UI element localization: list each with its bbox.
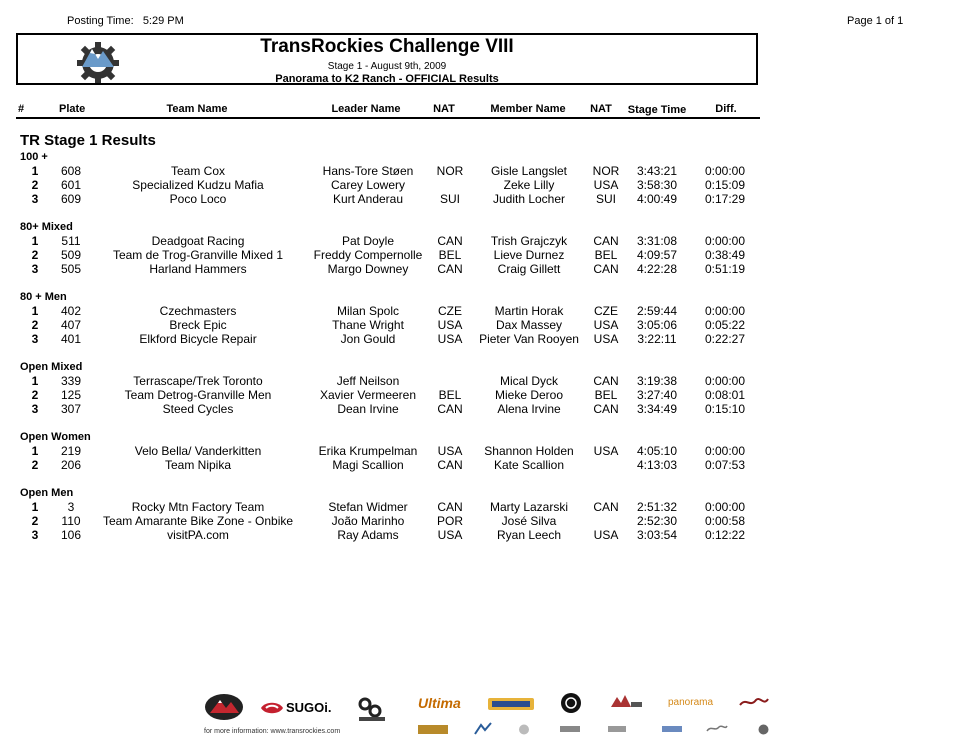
result-team-cell: Velo Bella/ Vanderkitten: [134, 444, 262, 458]
result-plate-cell: 402: [60, 304, 82, 318]
result-team-cell: Poco Loco: [169, 192, 227, 206]
result-nat1-cell: NOR: [436, 164, 464, 178]
small-logo-8: [758, 724, 769, 735]
small-logo-5: [608, 726, 626, 732]
result-team-cell: Specialized Kudzu Mafia: [132, 178, 264, 192]
result-member-cell: Dax Massey: [495, 318, 563, 332]
result-nat2-cell: NOR: [592, 164, 620, 178]
result-team-cell: Team Amarante Bike Zone - Onbike: [102, 514, 294, 528]
result-nat2-cell: USA: [593, 528, 619, 542]
result-diff-cell: 0:05:22: [704, 318, 746, 332]
result-nat2-cell: USA: [593, 332, 619, 346]
result-diff-cell: 0:51:19: [704, 262, 746, 276]
result-rank-cell: 3: [31, 402, 39, 416]
result-leader-cell: Ray Adams: [337, 528, 399, 542]
result-rank-cell: 1: [31, 234, 39, 248]
result-plate-cell: 125: [60, 388, 82, 402]
result-diff-cell: 0:08:01: [704, 388, 746, 402]
result-nat1-cell: CAN: [437, 234, 463, 248]
result-member-cell: Alena Irvine: [497, 402, 561, 416]
result-plate-cell: 609: [60, 192, 82, 206]
result-member-cell: Craig Gillett: [497, 262, 561, 276]
result-nat1-cell: USA: [437, 332, 463, 346]
result-diff-cell: 0:15:09: [704, 178, 746, 192]
result-member-cell: Lieve Durnez: [493, 248, 565, 262]
result-leader-cell: João Marinho: [331, 514, 405, 528]
result-team-cell: Steed Cycles: [162, 402, 234, 416]
document-title: TransRockies Challenge VIII: [260, 36, 514, 57]
result-rank-cell: 3: [31, 192, 39, 206]
result-time-cell: 4:09:57: [636, 248, 678, 262]
result-leader-cell: Jeff Neilson: [336, 374, 400, 388]
result-diff-cell: 0:38:49: [704, 248, 746, 262]
bike-shop-logo: [355, 696, 389, 722]
result-member-cell: Kate Scallion: [493, 458, 565, 472]
result-time-cell: 3:34:49: [636, 402, 678, 416]
stage-date: Stage 1 - August 9th, 2009: [327, 61, 447, 72]
result-diff-cell: 0:00:00: [704, 374, 746, 388]
result-leader-cell: Jon Gould: [340, 332, 396, 346]
result-plate-cell: 511: [61, 234, 81, 248]
result-diff-cell: 0:00:58: [704, 514, 746, 528]
col-team-header: Team Name: [166, 103, 228, 115]
result-team-cell: Team Detrog-Granville Men: [124, 388, 272, 402]
sport-mountain-logo: [204, 693, 244, 721]
category-heading: 80+ Mixed: [20, 221, 73, 233]
result-time-cell: 3:19:38: [636, 374, 678, 388]
result-time-cell: 3:05:06: [636, 318, 678, 332]
result-team-cell: Harland Hammers: [149, 262, 247, 276]
panorama-logo: panorama: [668, 697, 714, 708]
result-leader-cell: Margo Downey: [327, 262, 409, 276]
small-logo-1: [418, 725, 448, 734]
result-plate-cell: 608: [60, 164, 82, 178]
col-nat1-header: NAT: [433, 103, 455, 115]
result-time-cell: 3:58:30: [636, 178, 678, 192]
col-nat2-header: NAT: [590, 103, 612, 115]
result-time-cell: 3:27:40: [636, 388, 678, 402]
result-rank-cell: 2: [31, 318, 39, 332]
result-nat1-cell: SUI: [439, 192, 461, 206]
result-member-cell: Mieke Deroo: [494, 388, 564, 402]
result-diff-cell: 0:22:27: [704, 332, 746, 346]
result-team-cell: Team Nipika: [164, 458, 232, 472]
result-team-cell: Czechmasters: [159, 304, 237, 318]
result-nat2-cell: USA: [593, 178, 619, 192]
result-nat2-cell: CAN: [593, 402, 619, 416]
result-time-cell: 2:51:32: [636, 500, 678, 514]
result-nat1-cell: POR: [436, 514, 464, 528]
sugoi-logo: [260, 700, 332, 715]
result-leader-cell: Xavier Vermeeren: [319, 388, 417, 402]
result-nat1-cell: USA: [437, 318, 463, 332]
result-nat1-cell: BEL: [438, 388, 462, 402]
result-nat1-cell: USA: [437, 444, 463, 458]
result-nat2-cell: CAN: [593, 234, 619, 248]
result-nat2-cell: CAN: [593, 374, 619, 388]
result-time-cell: 4:22:28: [636, 262, 678, 276]
col-member-header: Member Name: [490, 103, 566, 115]
result-leader-cell: Dean Irvine: [337, 402, 399, 416]
result-nat1-cell: CZE: [438, 304, 462, 318]
nipika-logo: [609, 693, 643, 711]
ultima-logo: Ultima: [418, 695, 461, 711]
col-leader-header: Leader Name: [331, 103, 401, 115]
result-rank-cell: 2: [31, 248, 39, 262]
result-nat2-cell: BEL: [594, 388, 618, 402]
result-plate-cell: 110: [61, 514, 81, 528]
result-time-cell: 2:59:44: [636, 304, 678, 318]
result-team-cell: Breck Epic: [169, 318, 227, 332]
result-diff-cell: 0:00:00: [704, 234, 746, 248]
small-logo-3: [518, 724, 530, 735]
result-leader-cell: Stefan Widmer: [328, 500, 408, 514]
page-number: Page 1 of 1: [847, 15, 904, 27]
result-time-cell: 3:31:08: [636, 234, 678, 248]
category-heading: 100 +: [20, 151, 48, 163]
result-plate-cell: 407: [60, 318, 82, 332]
result-plate-cell: 339: [60, 374, 82, 388]
result-plate-cell: 106: [60, 528, 82, 542]
result-team-cell: Team de Trog-Granville Mixed 1: [112, 248, 284, 262]
result-member-cell: Zeke Lilly: [503, 178, 555, 192]
result-time-cell: 3:03:54: [636, 528, 678, 542]
result-rank-cell: 1: [31, 444, 39, 458]
result-team-cell: Deadgoat Racing: [151, 234, 245, 248]
header-rule: [16, 117, 760, 119]
category-heading: 80 + Men: [20, 291, 67, 303]
result-member-cell: Mical Dyck: [499, 374, 559, 388]
posting-time: [67, 15, 184, 27]
small-logo-4: [560, 726, 580, 732]
small-logo-6: [662, 726, 682, 732]
category-heading: Open Women: [20, 431, 91, 443]
result-member-cell: Ryan Leech: [496, 528, 562, 542]
small-logo-2: [474, 722, 492, 736]
result-diff-cell: 0:00:00: [704, 500, 746, 514]
stinger-logo: [488, 696, 534, 712]
result-leader-cell: Erika Krumpelman: [318, 444, 418, 458]
result-team-cell: Terrascape/Trek Toronto: [133, 374, 263, 388]
sugoi-wordmark: SUGOi.: [286, 700, 332, 715]
col-diff-header: Diff.: [715, 103, 737, 115]
result-nat2-cell: CAN: [593, 500, 619, 514]
result-time-cell: 4:00:49: [636, 192, 678, 206]
result-plate-cell: 219: [60, 444, 82, 458]
result-member-cell: Shannon Holden: [484, 444, 574, 458]
result-rank-cell: 1: [31, 500, 39, 514]
result-team-cell: Elkford Bicycle Repair: [139, 332, 257, 346]
result-rank-cell: 1: [31, 164, 39, 178]
result-leader-cell: Kurt Anderau: [332, 192, 404, 206]
result-rank-cell: 3: [31, 262, 39, 276]
result-nat2-cell: USA: [593, 318, 619, 332]
result-plate-cell: 3: [67, 500, 75, 514]
result-rank-cell: 2: [31, 178, 39, 192]
result-nat2-cell: CAN: [593, 262, 619, 276]
result-team-cell: Rocky Mtn Factory Team: [131, 500, 265, 514]
result-nat1-cell: CAN: [437, 262, 463, 276]
result-diff-cell: 0:07:53: [704, 458, 746, 472]
result-diff-cell: 0:12:22: [704, 528, 746, 542]
result-rank-cell: 3: [31, 528, 39, 542]
result-nat2-cell: SUI: [595, 192, 617, 206]
result-member-cell: José Silva: [501, 514, 557, 528]
stage-name: Panorama to K2 Ranch - OFFICIAL Results: [275, 73, 499, 85]
result-nat2-cell: USA: [593, 444, 619, 458]
result-diff-cell: 0:00:00: [704, 444, 746, 458]
result-team-cell: Team Cox: [170, 164, 226, 178]
result-plate-cell: 307: [60, 402, 82, 416]
posting-time-label: Posting Time:: [67, 15, 134, 27]
result-rank-cell: 2: [31, 388, 39, 402]
result-member-cell: Trish Grajczyk: [490, 234, 568, 248]
col-plate-header: Plate: [59, 103, 86, 115]
result-nat1-cell: CAN: [437, 500, 463, 514]
result-diff-cell: 0:17:29: [704, 192, 746, 206]
result-nat2-cell: BEL: [594, 248, 618, 262]
result-rank-cell: 1: [31, 304, 39, 318]
result-nat1-cell: CAN: [437, 458, 463, 472]
result-nat1-cell: BEL: [438, 248, 462, 262]
result-rank-cell: 2: [31, 514, 39, 528]
result-member-cell: Marty Lazarski: [489, 500, 569, 514]
sugoi-swoosh-icon: [260, 701, 284, 715]
result-diff-cell: 0:15:10: [704, 402, 746, 416]
round-badge-logo: [560, 692, 582, 714]
result-leader-cell: Freddy Compernolle: [313, 248, 423, 262]
result-time-cell: 4:05:10: [636, 444, 678, 458]
result-rank-cell: 1: [31, 374, 39, 388]
category-heading: Open Mixed: [20, 361, 83, 373]
result-time-cell: 4:13:03: [636, 458, 678, 472]
section-title: TR Stage 1 Results: [20, 132, 156, 149]
result-plate-cell: 509: [60, 248, 82, 262]
result-rank-cell: 3: [31, 332, 39, 346]
col-rank-header: #: [18, 103, 25, 115]
result-leader-cell: Pat Doyle: [341, 234, 395, 248]
script-brand-logo: [738, 696, 770, 708]
result-rank-cell: 2: [31, 458, 39, 472]
col-time-header: Stage Time: [627, 104, 687, 116]
result-time-cell: 3:43:21: [636, 164, 678, 178]
title-box: [16, 33, 758, 85]
result-plate-cell: 206: [60, 458, 82, 472]
result-plate-cell: 505: [60, 262, 82, 276]
result-diff-cell: 0:00:00: [704, 164, 746, 178]
result-leader-cell: Hans-Tore Støen: [322, 164, 414, 178]
footer-info-text: for more information: www.transrockies.com: [204, 728, 341, 735]
result-member-cell: Gisle Langslet: [490, 164, 568, 178]
result-time-cell: 3:22:11: [637, 332, 677, 346]
result-leader-cell: Magi Scallion: [332, 458, 404, 472]
result-member-cell: Martin Horak: [494, 304, 564, 318]
result-plate-cell: 601: [60, 178, 82, 192]
result-leader-cell: Milan Spolc: [336, 304, 400, 318]
small-logo-7: [706, 724, 728, 733]
category-heading: Open Men: [20, 487, 74, 499]
result-leader-cell: Carey Lowery: [330, 178, 406, 192]
result-time-cell: 2:52:30: [636, 514, 678, 528]
result-plate-cell: 401: [60, 332, 82, 346]
result-nat1-cell: CAN: [437, 402, 463, 416]
result-team-cell: visitPA.com: [167, 528, 229, 542]
result-member-cell: Pieter Van Rooyen: [479, 332, 579, 346]
posting-time-value: 5:29 PM: [142, 15, 184, 27]
result-member-cell: Judith Locher: [492, 192, 566, 206]
result-diff-cell: 0:00:00: [704, 304, 746, 318]
result-nat1-cell: USA: [437, 528, 463, 542]
result-nat2-cell: CZE: [594, 304, 618, 318]
result-leader-cell: Thane Wright: [332, 318, 404, 332]
